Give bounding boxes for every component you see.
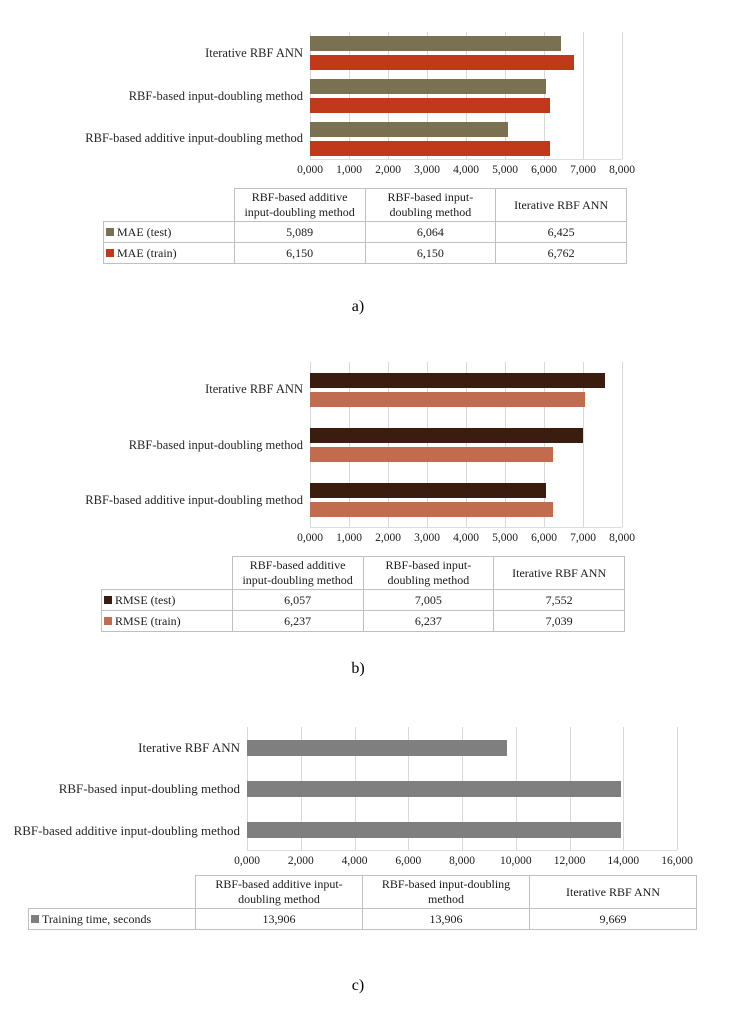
category-label [0, 89, 310, 104]
table-corner-cell [29, 876, 196, 909]
x-axis-tick-labels [234, 855, 693, 871]
category-groups [0, 32, 737, 160]
bar-training-time-seconds [247, 822, 621, 838]
table-column-header: Iterative RBF ANN [496, 189, 627, 222]
bar-training-time-seconds [247, 781, 621, 797]
table-cell-value: 6,762 [496, 243, 627, 264]
axis-tick-label: 4,000 [453, 532, 479, 544]
rmse-data-table [101, 556, 625, 632]
mae-data-table [103, 188, 627, 264]
bar-mae-train [310, 141, 550, 156]
table-cell-value: 6,057 [232, 590, 363, 611]
category-label-text: RBF-based input-doubling method [58, 781, 240, 797]
table-row [104, 243, 627, 264]
axis-tick-label: 2,000 [375, 164, 401, 176]
category-group [0, 362, 737, 417]
data-table [101, 556, 625, 632]
bar-stack [310, 483, 622, 517]
table-column-header: RBF-based additive input-doubling method [232, 557, 363, 590]
category-label [0, 781, 247, 796]
table-column-header: RBF-based additive input-doubling method [196, 876, 363, 909]
table-column-header: RBF-based input-doubling method [363, 557, 494, 590]
bar-rmse-train [310, 447, 553, 462]
table-row-label: RMSE (train) [102, 611, 233, 632]
table-cell-value: 6,237 [363, 611, 494, 632]
axis-tick-label: 4,000 [341, 855, 368, 867]
figure-caption: a) [351, 298, 365, 315]
category-group [0, 75, 737, 118]
axis-tick-label: 2,000 [287, 855, 314, 867]
category-group [0, 32, 737, 75]
bar-stack [310, 373, 622, 407]
table-header-row [29, 876, 697, 909]
bar-rmse-train [310, 502, 553, 517]
table-column-header: RBF-based additive input-doubling method [234, 189, 365, 222]
category-label [0, 46, 310, 61]
category-group [0, 810, 737, 851]
axis-tick-label: 3,000 [414, 164, 440, 176]
legend-swatch [31, 915, 39, 923]
x-axis-tick-labels [297, 532, 635, 548]
bar-mae-test [310, 36, 561, 51]
axis-tick-label: 6,000 [395, 855, 422, 867]
bar-mae-test [310, 122, 508, 137]
axis-tick-label: 6,000 [531, 532, 557, 544]
figure-caption: c) [351, 977, 365, 994]
table-row-label: MAE (test) [104, 222, 235, 243]
mae-bar-chart [0, 32, 737, 160]
figure-a [0, 32, 737, 332]
training-time-data-table [28, 875, 697, 930]
bar-mae-test [310, 79, 546, 94]
axis-tick-label: 8,000 [609, 164, 635, 176]
x-axis-tick-labels [297, 164, 635, 180]
data-table [103, 188, 627, 264]
category-label-text: Iterative RBF ANN [138, 740, 240, 755]
table-cell-value: 6,150 [365, 243, 496, 264]
bar-training-time-seconds [247, 740, 507, 756]
axis-tick-label: 8,000 [609, 532, 635, 544]
bar-stack [247, 740, 677, 756]
table-row-label: Training time, seconds [29, 909, 196, 930]
bar-stack [310, 36, 622, 70]
bar-mae-train [310, 98, 550, 113]
axis-tick-label: 5,000 [492, 532, 518, 544]
category-label [0, 493, 310, 508]
axis-tick-label: 0,000 [297, 532, 323, 544]
figure-b [0, 362, 737, 677]
table-cell-value: 6,425 [496, 222, 627, 243]
table-cell-value: 7,039 [494, 611, 625, 632]
table-cell-value: 6,150 [234, 243, 365, 264]
axis-tick-label: 0,000 [234, 855, 260, 867]
category-group [0, 768, 737, 809]
bar-stack [247, 781, 677, 797]
training-time-bar-chart [0, 727, 737, 851]
bar-stack [310, 428, 622, 462]
category-group [0, 417, 737, 472]
table-header-row [102, 557, 625, 590]
table-cell-value: 6,064 [365, 222, 496, 243]
category-groups [0, 727, 737, 851]
category-label-text: RBF-based additive input-doubling method [85, 131, 303, 146]
axis-tick-label: 16,000 [661, 855, 693, 867]
category-label [0, 740, 247, 755]
table-row [102, 590, 625, 611]
legend-swatch [104, 617, 112, 625]
figure-c [0, 727, 737, 997]
category-label [0, 382, 310, 397]
axis-tick-label: 3,000 [414, 532, 440, 544]
category-label-text: RBF-based input-doubling method [128, 437, 303, 452]
bar-rmse-train [310, 392, 585, 407]
category-label-text: RBF-based input-doubling method [128, 88, 303, 103]
table-corner-cell [102, 557, 233, 590]
category-group [0, 473, 737, 528]
bar-stack [310, 122, 622, 156]
axis-tick-label: 0,000 [297, 164, 323, 176]
bar-rmse-test [310, 483, 546, 498]
table-corner-cell [104, 189, 235, 222]
table-row [102, 611, 625, 632]
axis-tick-label: 4,000 [453, 164, 479, 176]
table-row [29, 909, 697, 930]
category-label-text: RBF-based additive input-doubling method [85, 492, 303, 507]
table-cell-value: 7,005 [363, 590, 494, 611]
table-cell-value: 13,906 [196, 909, 363, 930]
axis-tick-label: 10,000 [499, 855, 532, 867]
table-column-header: RBF-based input-doubling method [365, 189, 496, 222]
table-cell-value: 9,669 [530, 909, 697, 930]
category-label-text: Iterative RBF ANN [205, 45, 303, 60]
legend-swatch [104, 596, 112, 604]
table-cell-value: 5,089 [234, 222, 365, 243]
category-label [0, 823, 247, 838]
table-column-header: RBF-based input-doubling method [363, 876, 530, 909]
rmse-bar-chart [0, 362, 737, 528]
axis-tick-label: 8,000 [449, 855, 475, 867]
axis-tick-label: 7,000 [570, 532, 596, 544]
table-header-row [104, 189, 627, 222]
axis-tick-label: 1,000 [336, 164, 362, 176]
table-cell-value: 6,237 [232, 611, 363, 632]
axis-tick-label: 5,000 [492, 164, 518, 176]
table-cell-value: 13,906 [363, 909, 530, 930]
axis-tick-label: 7,000 [570, 164, 596, 176]
category-groups [0, 362, 737, 528]
category-group [0, 117, 737, 160]
category-group [0, 727, 737, 768]
figure-caption: b) [351, 660, 365, 677]
axis-tick-label: 12,000 [553, 855, 586, 867]
axis-tick-label: 1,000 [336, 532, 362, 544]
bar-mae-train [310, 55, 574, 70]
table-column-header: Iterative RBF ANN [530, 876, 697, 909]
legend-swatch [106, 228, 114, 236]
legend-swatch [106, 249, 114, 257]
category-label [0, 438, 310, 453]
axis-tick-label: 2,000 [375, 532, 401, 544]
table-row-label: MAE (train) [104, 243, 235, 264]
bar-rmse-test [310, 428, 583, 443]
data-table [28, 875, 697, 930]
bar-stack [247, 822, 677, 838]
table-cell-value: 7,552 [494, 590, 625, 611]
category-label-text: Iterative RBF ANN [205, 382, 303, 397]
axis-tick-label: 14,000 [607, 855, 640, 867]
table-column-header: Iterative RBF ANN [494, 557, 625, 590]
bar-rmse-test [310, 373, 605, 388]
bar-stack [310, 79, 622, 113]
category-label [0, 131, 310, 146]
table-row [104, 222, 627, 243]
table-row-label: RMSE (test) [102, 590, 233, 611]
axis-tick-label: 6,000 [531, 164, 557, 176]
category-label-text: RBF-based additive input-doubling method [13, 822, 240, 838]
